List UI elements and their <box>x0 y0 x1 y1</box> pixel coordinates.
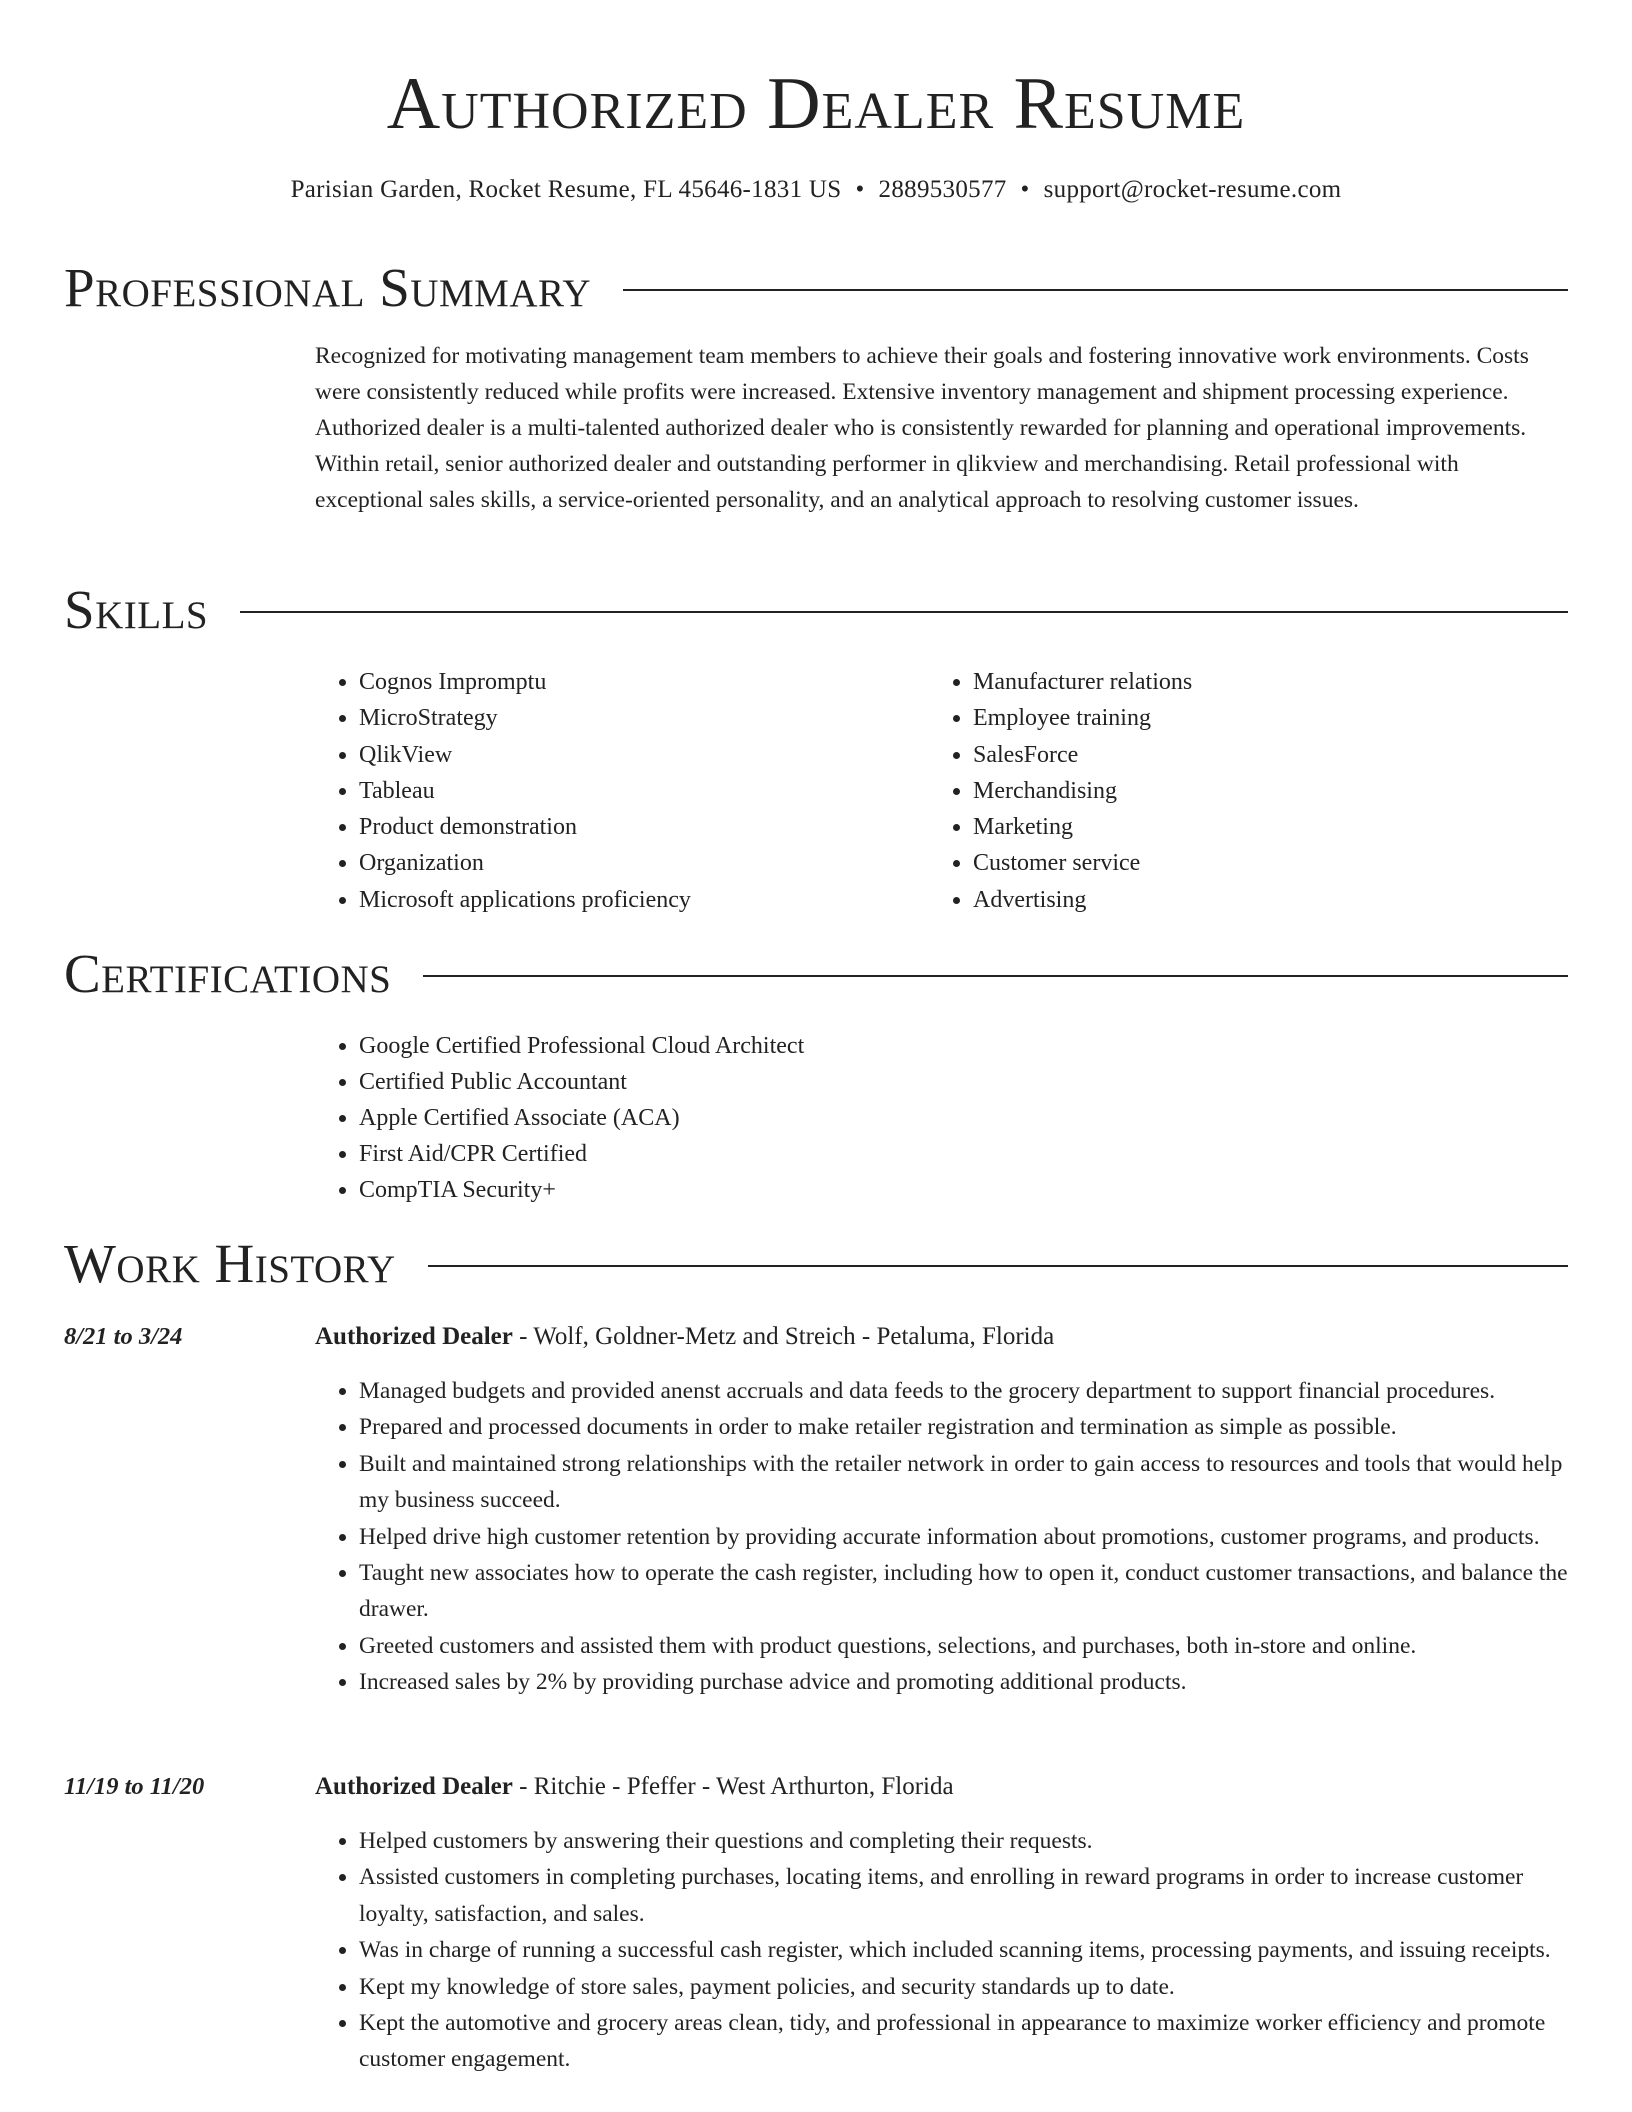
list-item: • Cognos Impromptu <box>359 664 691 700</box>
job-employer: - Wolf, Goldner-Metz and Streich - Petaluma, Florida <box>512 1323 1055 1350</box>
list-item: • Marketing <box>973 809 1192 845</box>
list-item: • Taught new associates how to operate the cash register, including how to open it, conduct customer transactions, and balance the drawer. <box>359 1555 1571 1628</box>
list-item: • Helped drive high customer retention by providing accurate information about promotions, customer programs, and products. <box>359 1519 1571 1555</box>
section-title: Professional Summary <box>64 257 592 318</box>
contact-phone: 2889530577 <box>878 176 1007 203</box>
job-dates: 8/21 to 3/24 <box>64 1323 183 1350</box>
section-divider <box>240 611 1568 613</box>
job-duties <box>315 1373 1571 1701</box>
section-title: Certifications <box>64 943 392 1004</box>
list-item: • Tableau <box>359 773 691 809</box>
list-item: • Assisted customers in completing purchases, locating items, and enrolling in reward programs in order to increase customer loyalty, satisfaction, and sales. <box>359 1859 1571 1932</box>
list-item: • Built and maintained strong relationships with the retailer network in order to gain access to resources and tools that would help my business succeed. <box>359 1446 1571 1519</box>
skills-list-left <box>315 664 691 918</box>
list-item: • Customer service <box>973 845 1192 881</box>
list-item: • Google Certified Professional Cloud Architect <box>359 1028 804 1064</box>
list-item: • SalesForce <box>973 737 1192 773</box>
list-item: • Manufacturer relations <box>973 664 1192 700</box>
list-item: • CompTIA Security+ <box>359 1172 804 1208</box>
contact-line <box>0 172 1632 208</box>
list-item: • First Aid/CPR Certified <box>359 1136 804 1172</box>
section-header-summary <box>64 256 1568 320</box>
list-item: • Product demonstration <box>359 809 691 845</box>
list-item: • Certified Public Accountant <box>359 1064 804 1100</box>
contact-email: support@rocket-resume.com <box>1043 176 1342 203</box>
section-divider <box>428 1265 1568 1267</box>
list-item: • Merchandising <box>973 773 1192 809</box>
section-divider <box>423 975 1568 977</box>
job-role: Authorized Dealer <box>315 1773 513 1800</box>
contact-address: Parisian Garden, Rocket Resume, FL 45646-1831 US <box>290 176 842 203</box>
list-item: • Prepared and processed documents in order to make retailer registration and termination as simple as possible. <box>359 1409 1571 1445</box>
resume-title: Authorized Dealer Resume <box>386 63 1246 145</box>
section-header-skills <box>64 578 1568 642</box>
list-item: • Was in charge of running a successful cash register, which included scanning items, processing payments, and issuing receipts. <box>359 1932 1571 1968</box>
contact-separator: • <box>1020 176 1030 203</box>
section-title: Work History <box>64 1233 396 1294</box>
list-item: • Advertising <box>973 882 1192 918</box>
section-title: Skills <box>64 579 209 640</box>
list-item: • Employee training <box>973 700 1192 736</box>
list-item: • Apple Certified Associate (ACA) <box>359 1100 804 1136</box>
summary-text: Recognized for motivating management team members to achieve their goals and fostering innovative work environments. Costs were consistently reduced while profits were increased. Extensive inventory management and shipment processing experience. Authorized dealer is a multi-talented authorized dealer who is consistently rewarded for planning and operational improvements. Within retail, senior authorized dealer and outstanding performer in qlikview and merchandising. Retail professional with exceptional sales skills, a service-oriented personality, and an analytical approach to resolving customer issues. <box>315 343 1529 513</box>
job-duties <box>315 1823 1571 2078</box>
skills-list-right <box>929 664 1192 918</box>
job-employer: - Ritchie - Pfeffer - West Arthurton, Florida <box>512 1773 954 1800</box>
section-header-work-history <box>64 1232 1568 1296</box>
list-item: • Managed budgets and provided anenst accruals and data feeds to the grocery department to support financial procedures. <box>359 1373 1571 1409</box>
list-item: • Greeted customers and assisted them with product questions, selections, and purchases, both in-store and online. <box>359 1628 1571 1664</box>
contact-separator: • <box>855 176 865 203</box>
job-title-line <box>315 1769 954 1805</box>
list-item: • Increased sales by 2% by providing purchase advice and promoting additional products. <box>359 1664 1571 1700</box>
list-item: • Helped customers by answering their questions and completing their requests. <box>359 1823 1571 1859</box>
list-item: • MicroStrategy <box>359 700 691 736</box>
section-divider <box>623 289 1568 291</box>
list-item: • Organization <box>359 845 691 881</box>
list-item: • Kept the automotive and grocery areas clean, tidy, and professional in appearance to maximize worker efficiency and promote customer engagement. <box>359 2005 1571 2078</box>
job-role: Authorized Dealer <box>315 1323 513 1350</box>
job-title-line <box>315 1319 1054 1355</box>
job-dates: 11/19 to 11/20 <box>64 1773 205 1800</box>
list-item: • Microsoft applications proficiency <box>359 882 691 918</box>
list-item: • Kept my knowledge of store sales, payment policies, and security standards up to date. <box>359 1969 1571 2005</box>
certifications-list <box>315 1028 804 1208</box>
list-item: • QlikView <box>359 737 691 773</box>
section-header-certifications <box>64 942 1568 1006</box>
